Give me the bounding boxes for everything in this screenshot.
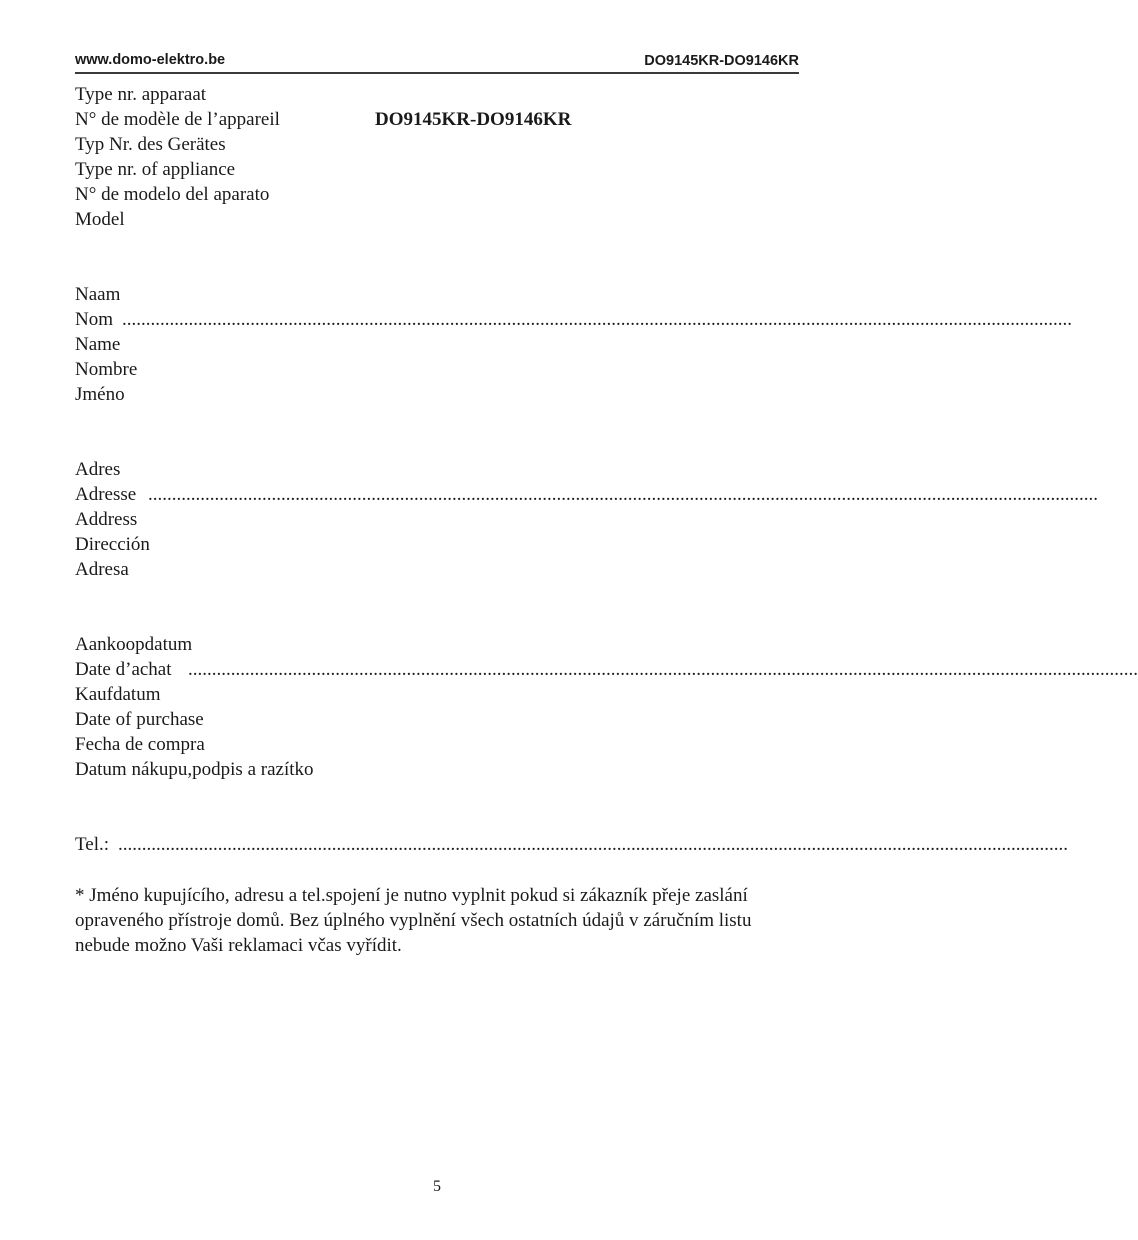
address-label-fr: Adresse bbox=[75, 484, 137, 505]
purchase-label-cz: Datum nákupu,podpis a razítko bbox=[75, 759, 314, 780]
name-label-es: Nombre bbox=[75, 359, 138, 380]
purchase-label-es: Fecha de compra bbox=[75, 734, 205, 755]
website-url: www.domo-elektro.be bbox=[75, 52, 226, 68]
address-label-en: Address bbox=[75, 509, 138, 530]
address-label-es: Dirección bbox=[75, 534, 150, 555]
purchase-label-de: Kaufdatum bbox=[75, 684, 161, 705]
page-number: 5 bbox=[433, 1178, 441, 1195]
tel-label: Tel.: bbox=[75, 834, 110, 855]
purchase-label-nl: Aankoopdatum bbox=[75, 634, 193, 655]
purchase-label-fr: Date d’achat bbox=[75, 659, 172, 680]
purchase-label-en: Date of purchase bbox=[75, 709, 204, 730]
page-header bbox=[75, 50, 799, 74]
purchase-date-fill-line[interactable]: ........................................................................................................................................................................................................ bbox=[188, 659, 1138, 680]
name-label-nl: Naam bbox=[75, 284, 121, 305]
name-fill-line[interactable]: ........................................................................................................................................................................................................ bbox=[122, 309, 1072, 330]
name-label-fr: Nom bbox=[75, 309, 113, 330]
model-label-cz: Model bbox=[75, 209, 125, 230]
address-fill-line[interactable]: ........................................................................................................................................................................................................ bbox=[148, 484, 1098, 505]
header-model-code: DO9145KR-DO9146KR bbox=[644, 53, 799, 69]
address-label-nl: Adres bbox=[75, 459, 121, 480]
model-label-fr: N° de modèle de l’appareil bbox=[75, 109, 280, 130]
address-label-cz: Adresa bbox=[75, 559, 129, 580]
model-label-de: Typ Nr. des Gerätes bbox=[75, 134, 226, 155]
tel-fill-line[interactable]: ........................................................................................................................................................................................................ bbox=[118, 834, 1068, 855]
name-label-cz: Jméno bbox=[75, 384, 125, 405]
footnote: * Jméno kupujícího, adresu a tel.spojení je nutno vyplnit pokud si zákazník přeje zaslání opraveného přístroje domů. Bez úplného vyplnění všech ostatních údajů v záručním listu nebude možno Vaši reklamaci včas vyřídit. bbox=[75, 885, 752, 956]
model-label-es: N° de modelo del aparato bbox=[75, 184, 270, 205]
name-label-en: Name bbox=[75, 334, 121, 355]
model-value: DO9145KR-DO9146KR bbox=[375, 109, 572, 130]
model-label-nl: Type nr. apparaat bbox=[75, 84, 207, 105]
model-label-en: Type nr. of appliance bbox=[75, 159, 236, 180]
